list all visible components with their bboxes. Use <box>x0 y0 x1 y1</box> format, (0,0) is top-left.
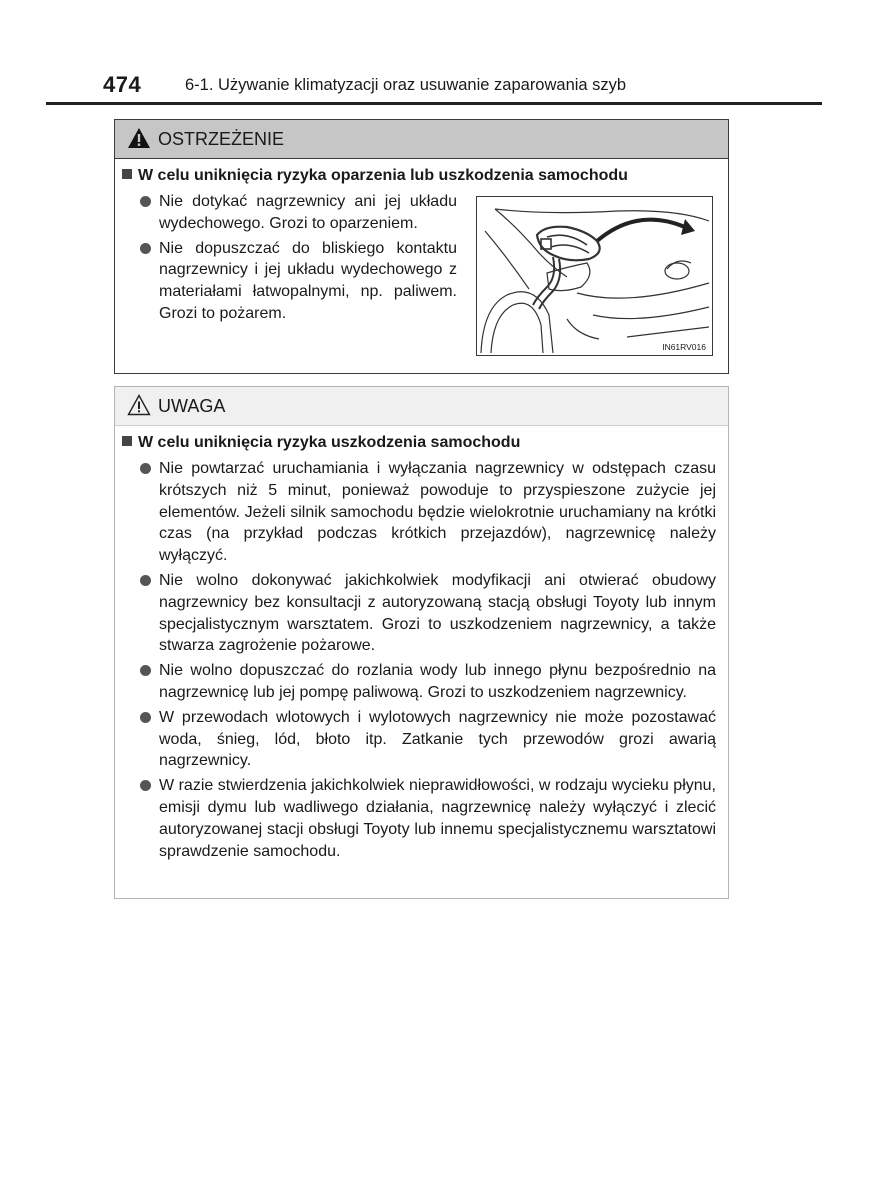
list-item: W razie stwierdzenia jakichkolwiek nieprawidłowości, w rodzaju wycieku płynu, emisji dymu lub wadliwego działania, nagrzewnicę należy wyłączyć i zlecić autoryzowanej stacji obsługi Toyoty lub innemu specjalistycznemu warsztatowi sprawdzenie samochodu. <box>139 775 716 862</box>
caution-list <box>139 458 716 865</box>
caution-header <box>115 387 728 426</box>
bullet-icon <box>140 780 151 791</box>
bullet-icon <box>140 243 151 254</box>
warning-title: OSTRZEŻENIE <box>158 129 285 149</box>
bullet-icon <box>140 463 151 474</box>
caution-box <box>114 386 729 899</box>
caution-title: UWAGA <box>158 396 226 416</box>
page-header <box>0 0 877 110</box>
bullet-icon <box>140 665 151 676</box>
warning-triangle-filled-icon <box>127 127 151 149</box>
heater-illustration <box>476 196 713 356</box>
square-bullet-icon <box>122 169 132 179</box>
warning-header <box>115 120 728 159</box>
list-item: Nie wolno dokonywać jakichkolwiek modyfikacji ani otwierać obudowy nagrzewnicy bez konsultacji z autoryzowaną stacją obsługi Toyoty lub innym specjalistycznym warsztatem. Grozi to uszkodzeniem nagrzewnicy, a także stwarza zagrożenie pożarowe. <box>139 570 716 657</box>
page-number: 474 <box>103 72 142 97</box>
warning-list <box>139 191 457 328</box>
list-item: Nie powtarzać uruchamiania i wyłączania nagrzewnicy w odstępach czasu krótszych niż 5 minut, ponieważ powoduje to przyspieszone zużycie jej elementów. Jeżeli silnik samochodu będzie wielokrotnie uruchamiany na krótki czas (na przykład podczas krótkich przejazdów), nagrzewnicę należy wyłączyć. <box>139 458 716 567</box>
caution-subheading: W celu uniknięcia ryzyka uszkodzenia samochodu <box>122 434 520 452</box>
illustration-code: IN61RV016 <box>662 342 706 352</box>
warning-triangle-outline-icon <box>127 394 151 416</box>
square-bullet-icon <box>122 436 132 446</box>
list-item: W przewodach wlotowych i wylotowych nagrzewnicy nie może pozostawać woda, śnieg, lód, błoto itp. Zatkanie tych przewodów grozi awarią nagrzewnicy. <box>139 707 716 772</box>
bullet-icon <box>140 196 151 207</box>
list-item: Nie wolno dopuszczać do rozlania wody lub innego płynu bezpośrednio na nagrzewnicę lub jej pompę paliwową. Grozi to uszkodzeniem nagrzewnicy. <box>139 660 716 704</box>
warning-subheading: W celu uniknięcia ryzyka oparzenia lub uszkodzenia samochodu <box>122 167 628 185</box>
header-rule <box>46 102 822 105</box>
bullet-icon <box>140 575 151 586</box>
list-item: Nie dotykać nagrzewnicy ani jej układu wydechowego. Grozi to oparzeniem. <box>139 191 457 235</box>
warning-box <box>114 119 729 374</box>
car-front-illustration <box>477 197 712 355</box>
section-title: 6-1. Używanie klimatyzacji oraz usuwanie zaparowania szyb <box>185 76 627 94</box>
list-item: Nie dopuszczać do bliskiego kontaktu nagrzewnicy i jej układu wydechowego z materiałami łatwopalnymi, np. paliwem. Grozi to pożarem. <box>139 238 457 325</box>
bullet-icon <box>140 712 151 723</box>
